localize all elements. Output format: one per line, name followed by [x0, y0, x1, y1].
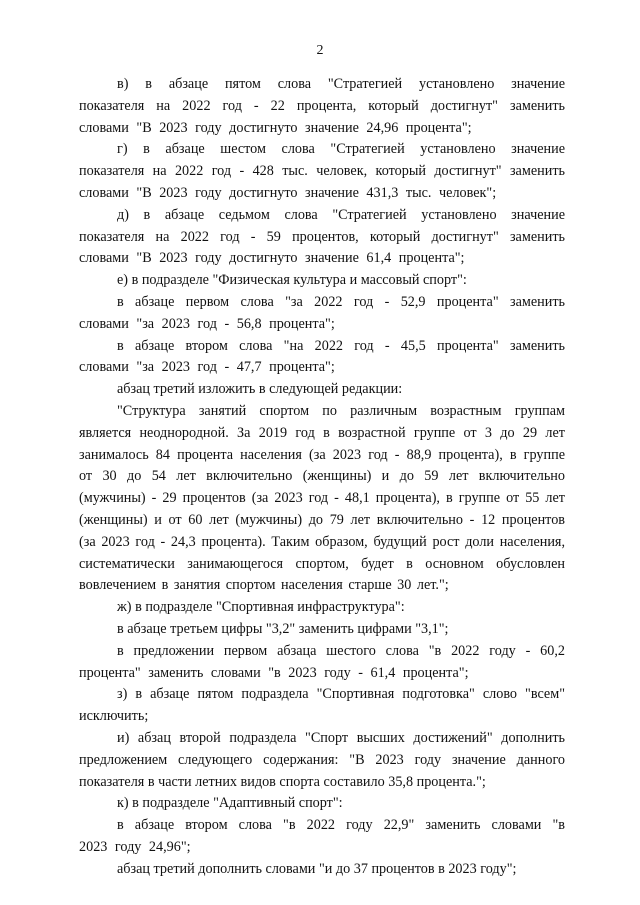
paragraph-z: з) в абзаце пятом подраздела "Спортивная подготовка" слово "всем" исключить;	[79, 686, 565, 725]
paragraph-d: д) в абзаце седьмом слова "Стратегией установлено значение показателя на 2022 год - 59 процентов, который достигнут" заменить словами "В 2023 году достигнуто значение 61,4 процента";	[79, 206, 565, 267]
paragraph-i: и) абзац второй подраздела "Спорт высших достижений" дополнить предложением следующего содержания: "В 2023 году значение данного показателя в части летних видов спорта составило 35,8 процента.";	[79, 729, 565, 790]
paragraph-zh-sixth: в предложении первом абзаца шестого слова "в 2022 году - 60,2 процента" заменить словами "в 2023 году - 61,4 процента";	[79, 642, 565, 681]
paragraph-e-third-intro: абзац третий изложить в следующей редакции:	[117, 381, 403, 398]
document-body	[79, 74, 565, 880]
paragraph-k-third: абзац третий дополнить словами "и до 37 процентов в 2023 году";	[117, 860, 517, 877]
paragraph-g: г) в абзаце шестом слова "Стратегией установлено значение показателя на 2022 год - 428 тыс. человек, который достигнут" заменить словами "В 2023 году достигнуто значение 431,3 тыс. человек";	[79, 141, 565, 201]
paragraph-k-second: в абзаце втором слова "в 2022 году 22,9" заменить словами "в 2023 году 24,96";	[79, 817, 565, 855]
paragraph-e-first: в абзаце первом слова "за 2022 год - 52,9 процента" заменить словами "за 2023 год - 56,8 процента";	[79, 293, 565, 332]
page-number: 2	[316, 43, 324, 58]
paragraph-v: в) в абзаце пятом слова "Стратегией установлено значение показателя на 2022 год - 22 процента, который достигнут" заменить словами "В 2023 году достигнуто значение 24,96 процента";	[79, 76, 565, 136]
paragraph-zh-third: в абзаце третьем цифры "3,2" заменить цифрами "3,1";	[117, 620, 449, 637]
paragraph-e-second: в абзаце втором слова "на 2022 год - 45,5 процента" заменить словами "за 2023 год - 47,7 процента";	[79, 337, 565, 376]
paragraph-quote-structure: "Структура занятий спортом по различным возрастным группам является неоднородной. За 2019 год в возрастной группе от 3 до 29 лет занималось 84 процента населения (за 2023 год - 88,9 процента), в группе от 30 до 54 лет включительно (женщины) и до 59 лет включительно (мужчины) - 29 процентов (за 2023 год - 48,1 процента), в группе от 55 лет (женщины) и от 60 лет (мужчины) до 79 лет включительно - 12 процентов (за 2023 год - 24,3 процента). Таким образом, будущий рост доли населения, систематически занимающегося спортом, будет в основном обусловлен вовлечением в занятия спортом населения старше 30 лет.";	[79, 402, 565, 594]
paragraph-e: е) в подразделе "Физическая культура и массовый спорт":	[117, 272, 467, 289]
paragraph-zh: ж) в подразделе "Спортивная инфраструктура":	[117, 599, 405, 616]
paragraph-k: к) в подразделе "Адаптивный спорт":	[117, 795, 343, 812]
